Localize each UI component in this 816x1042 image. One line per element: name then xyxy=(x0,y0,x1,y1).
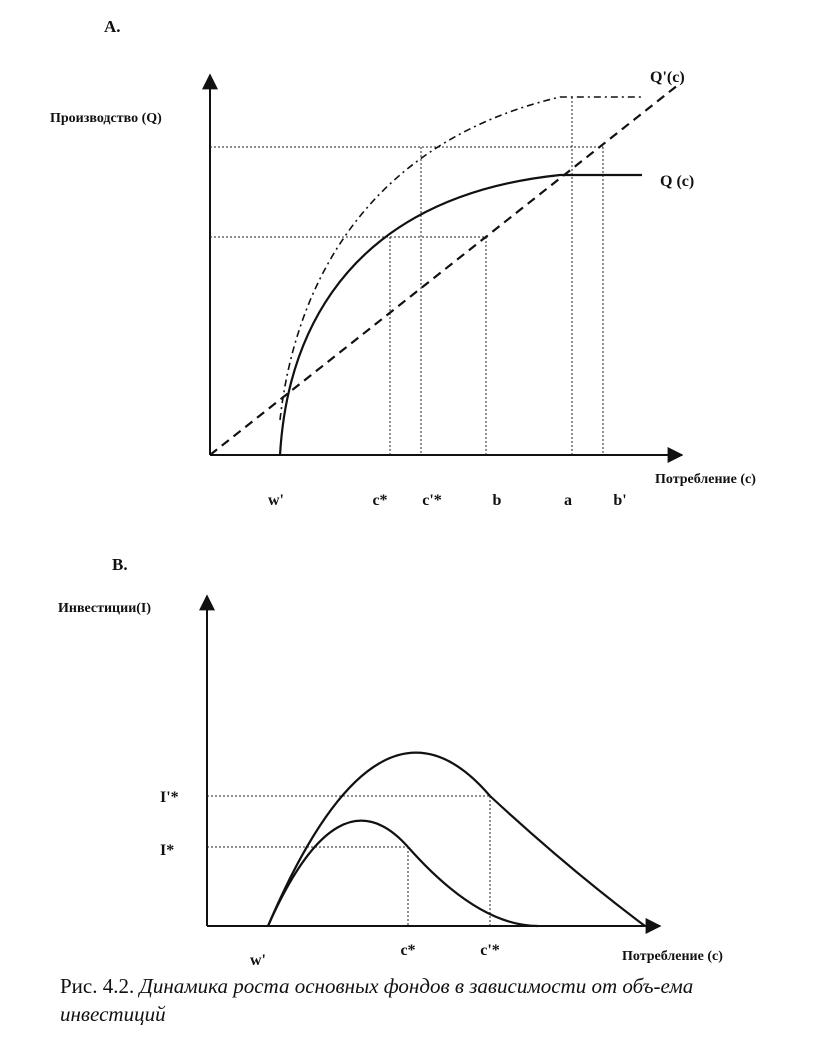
panel-b-y-axis-label: Инвестиции(I) xyxy=(58,601,152,616)
panel-b-x-tick-w-prime: w' xyxy=(250,952,266,969)
panel-b-y-tick-i-star: I* xyxy=(160,842,175,859)
panel-a-curve-q xyxy=(280,175,642,455)
caption-text: Динамика роста основных фондов в зависимости от объ-ема инвестиций xyxy=(60,974,694,1026)
panel-a-diagonal-line xyxy=(210,85,678,455)
panel-b-label: B. xyxy=(112,555,128,574)
panel-a-curve-q-label: Q (c) xyxy=(660,173,695,190)
panel-a-x-tick-c-prime-star: c'* xyxy=(422,492,442,509)
panel-b-curve-i-left xyxy=(268,821,408,926)
panel-b-curve-i-prime-right xyxy=(490,796,645,926)
figure-caption xyxy=(60,972,800,1028)
panel-a-x-axis-label: Потребление (c) xyxy=(655,472,756,487)
panel-a-label: A. xyxy=(104,17,121,36)
panel-a-x-tick-w-prime: w' xyxy=(268,492,284,509)
panel-b-curve-i-prime-left xyxy=(268,753,490,926)
panel-a-curve-q-prime-label: Q'(c) xyxy=(650,69,685,86)
panel-a-x-tick-a: a xyxy=(564,492,572,509)
panel-b-x-tick-c-prime-star: c'* xyxy=(480,942,500,959)
panel-b-curve-i-right xyxy=(408,847,538,926)
panel-a-x-tick-c-star: c* xyxy=(372,492,388,509)
panel-a-y-axis-label: Производство (Q) xyxy=(50,111,162,126)
caption-number: Рис. 4.2. xyxy=(60,974,135,998)
panel-b-y-tick-i-prime-star: I'* xyxy=(160,789,179,806)
panel-a-x-tick-b: b xyxy=(492,492,502,509)
panel-a-curve-q-prime xyxy=(280,97,642,420)
panel-a-x-tick-b-prime: b' xyxy=(613,492,627,509)
panel-b-x-axis-label: Потребление (c) xyxy=(622,949,723,964)
panel-b-x-tick-c-star: c* xyxy=(400,942,416,959)
